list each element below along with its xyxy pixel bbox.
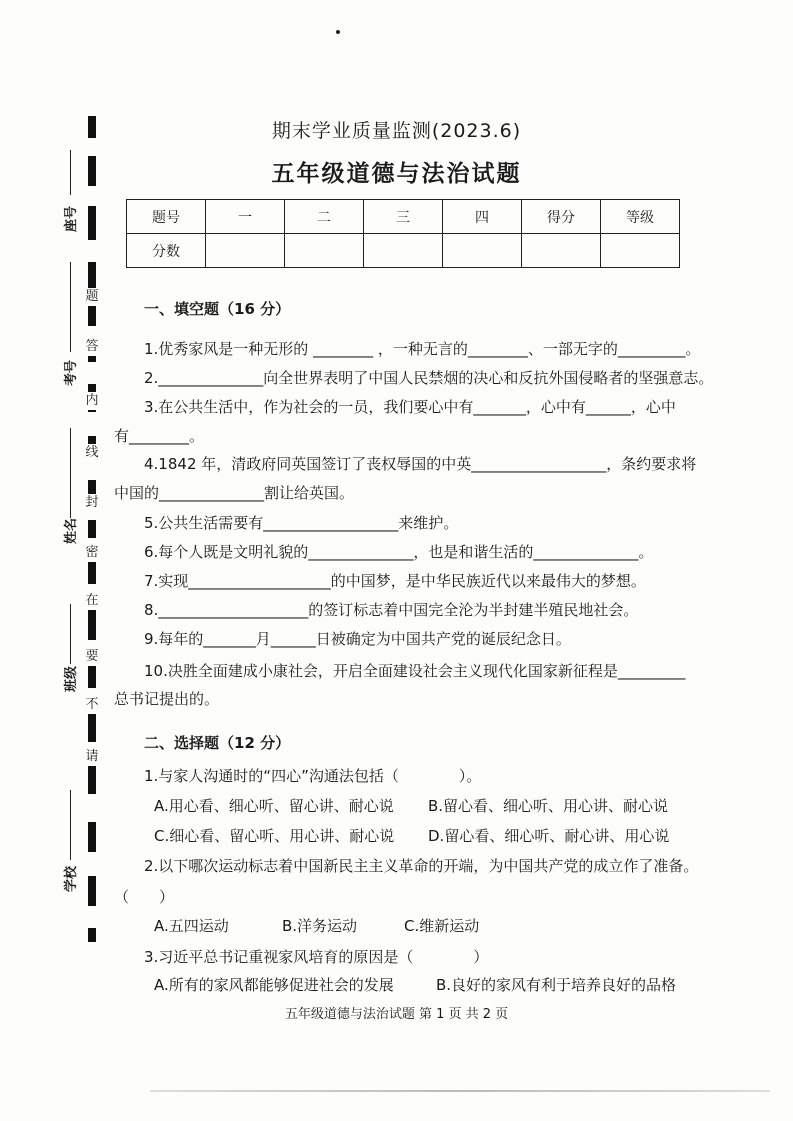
binding-dash [88, 610, 96, 640]
binding-char: 题 [85, 289, 99, 304]
score-input-cell[interactable] [443, 234, 522, 268]
score-table [126, 199, 680, 268]
score-header-cell: 三 [364, 200, 443, 234]
binding-dash [88, 764, 96, 794]
question-line: 有________。 [114, 427, 205, 445]
question-line: 3.在公共生活中，作为社会的一员，我们要心中有_______，心中有______，心中 [144, 398, 676, 416]
binding-char: 封 [85, 495, 99, 510]
question-line: 2.______________向全世界表明了中国人民禁烟的决心和反抗外国侵略者的坚强意志。 [144, 369, 714, 387]
binding-dash [88, 666, 96, 688]
choice-option[interactable]: A.所有的家风都能够促进社会的发展 [154, 976, 394, 994]
score-header-cell: 四 [443, 200, 522, 234]
score-input-cell[interactable] [206, 234, 285, 268]
binding-dash [88, 206, 96, 240]
score-input-cell[interactable] [285, 234, 364, 268]
choice-option[interactable]: A.五四运动 [154, 917, 229, 935]
question-line: 9.每年的_______月______日被确定为中国共产党的诞辰纪念日。 [144, 630, 571, 648]
question-line: 6.每个人既是文明礼貌的______________，也是和谐生活的______________。 [144, 543, 654, 561]
page-footer: 五年级道德与法治试题 第 1 页 共 2 页 [284, 1007, 509, 1022]
question-line: 1.优秀家风是一种无形的 ________ ，一种无言的________、一部无字的_________。 [144, 340, 701, 358]
question-line: 10.决胜全面建成小康社会，开启全面建设社会主义现代化国家新征程是_________ [144, 662, 686, 680]
score-input-cell[interactable] [601, 234, 680, 268]
binding-char: 密 [85, 545, 99, 560]
choice-option[interactable]: B.洋务运动 [282, 917, 358, 935]
binding-dash [88, 562, 96, 584]
score-table-score-row [127, 234, 680, 268]
choice-option[interactable]: C.细心看、留心听、用心讲、耐心说 [154, 827, 395, 845]
choice-option[interactable]: B.留心看、细心听、用心讲、耐心说 [428, 797, 669, 815]
question-line: 5.公共生活需要有__________________来维护。 [144, 514, 459, 532]
score-header-cell: 等级 [601, 200, 680, 234]
binding-dash [88, 928, 96, 942]
answer-parentheses: （ ） [114, 888, 175, 906]
choice-option[interactable]: A.用心看、细心听、留心讲、耐心说 [154, 797, 394, 815]
question-line: 8.____________________的签订标志着中国完全沦为半封建半殖民地社会。 [144, 601, 639, 619]
binding-dash [88, 822, 96, 852]
question-stem: 1.与家人沟通时的“四心”沟通法包括（ ）。 [144, 767, 482, 785]
binding-dash [88, 520, 96, 538]
binding-dash [88, 712, 96, 742]
choice-option[interactable]: C.维新运动 [404, 917, 480, 935]
exam-subtitle: 五年级道德与法治试题 [271, 161, 522, 187]
binding-char: 不 [85, 697, 99, 712]
section-choice-title: 二、选择题（12 分） [144, 734, 291, 752]
field-exam-number: 考号 [64, 359, 79, 386]
exam-title: 期末学业质量监测(2023.6) [271, 120, 522, 142]
question-line: 总书记提出的。 [114, 690, 220, 708]
binding-char: 内 [85, 393, 99, 408]
score-header-cell: 一 [206, 200, 285, 234]
binding-char: 要 [85, 649, 99, 664]
field-underline [70, 790, 71, 860]
choice-option[interactable]: D.留心看、细心听、耐心讲、用心说 [428, 827, 670, 845]
scan-edge [150, 1090, 770, 1092]
question-stem: 3.习近平总书记重视家风培育的原因是（ ） [144, 948, 489, 966]
question-line: 7.实现___________________的中国梦，是中华民族近代以来最伟大的梦想。 [144, 572, 646, 590]
score-header-cell: 得分 [522, 200, 601, 234]
question-stem: 2.以下哪次运动标志着中国新民主主义革命的开端，为中国共产党的成立作了准备。 [144, 857, 699, 875]
binding-dash [88, 876, 96, 906]
field-name: 姓名 [64, 517, 79, 544]
score-input-cell[interactable] [364, 234, 443, 268]
choice-option[interactable]: B.良好的家风有利于培养良好的品格 [436, 976, 677, 994]
score-table-header-row [127, 200, 680, 234]
score-row-label: 分数 [127, 234, 206, 268]
field-seat-number: 座号 [64, 205, 79, 232]
question-line: 中国的______________割让给英国。 [114, 484, 355, 502]
binding-char: 答 [85, 339, 99, 354]
binding-char: 请 [85, 749, 99, 764]
scan-dot [336, 30, 340, 34]
field-underline [70, 604, 71, 664]
field-underline [70, 262, 71, 352]
score-header-cell: 二 [285, 200, 364, 234]
field-underline [70, 428, 71, 518]
field-school: 学校 [64, 865, 79, 892]
section-fill-blank-title: 一、填空题（16 分） [144, 300, 291, 318]
binding-char: 在 [85, 593, 99, 608]
score-input-cell[interactable] [522, 234, 601, 268]
score-header-cell: 题号 [127, 200, 206, 234]
binding-char: 线 [85, 445, 99, 460]
field-class: 班级 [64, 665, 79, 692]
question-line: 4.1842 年，清政府同英国签订了丧权辱国的中英__________________，条约要求将 [144, 455, 697, 473]
